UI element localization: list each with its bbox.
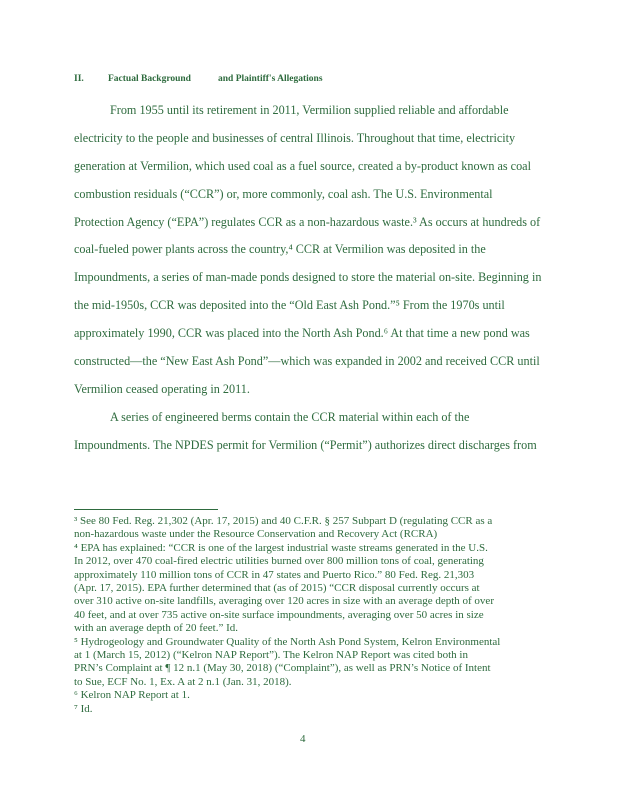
section-title-part-1: Factual Background bbox=[108, 74, 191, 84]
body-line: Impoundments, a series of man-made ponds designed to store the material on-site. Beginning in bbox=[74, 270, 542, 285]
body-line: constructed—the “New East Ash Pond”—which was expanded in 2002 and received CCR until bbox=[74, 354, 540, 369]
footnotes bbox=[74, 515, 604, 716]
section-title-part-2: and Plaintiff's Allegations bbox=[218, 74, 323, 84]
body-line: combustion residuals (“CCR”) or, more commonly, coal ash. The U.S. Environmental bbox=[74, 186, 493, 201]
body-line: From 1955 until its retirement in 2011, Vermilion supplied reliable and affordable bbox=[110, 103, 509, 117]
section-number: II. bbox=[74, 74, 84, 84]
body-line: generation at Vermilion, which used coal as a fuel source, created a by-product known as coal bbox=[74, 158, 531, 173]
footnote-line: to Sue, ECF No. 1, Ex. A at 2 n.1 (Jan. 31, 2018). bbox=[74, 675, 292, 688]
footnote-line: (Apr. 17, 2015). EPA further determined that (as of 2015) “CCR disposal currently occurs at bbox=[74, 582, 480, 595]
footnote-line: PRN’s Complaint at ¶ 12 n.1 (May 30, 2018) (“Complaint”), as well as PRN’s Notice of Intent bbox=[74, 662, 491, 675]
footnote-line: ⁵ Hydrogeology and Groundwater Quality of the North Ash Pond System, Kelron Environmental bbox=[74, 635, 501, 648]
footnote-line: with an average depth of 20 feet.” Id. bbox=[74, 622, 239, 635]
footnote-line: approximately 110 million tons of CCR in 47 states and Puerto Rico.” 80 Fed. Reg. 21,303 bbox=[74, 568, 475, 581]
body-line: electricity to the people and businesses of central Illinois. Throughout that time, electricity bbox=[74, 130, 516, 145]
footnote-line: In 2012, over 470 coal-fired electric utilities burned over 800 million tons of coal, generating bbox=[74, 555, 484, 568]
body-line: Protection Agency (“EPA”) regulates CCR as a non-hazardous waste.³ As occurs at hundreds of bbox=[74, 214, 541, 229]
body-line: A series of engineered berms contain the CCR material within each of the bbox=[110, 409, 470, 424]
footnote-line: ⁶ Kelron NAP Report at 1. bbox=[74, 689, 190, 702]
body-line: Vermilion ceased operating in 2011. bbox=[74, 381, 250, 396]
body-line: coal-fueled power plants across the country,⁴ CCR at Vermilion was deposited in the bbox=[74, 242, 486, 257]
footnote-line: non-hazardous waste under the Resource Conservation and Recovery Act (RCRA) bbox=[74, 528, 438, 541]
section-heading bbox=[74, 74, 323, 84]
page-number: 4 bbox=[300, 733, 306, 745]
footnote-line: ⁴ EPA has explained: “CCR is one of the largest industrial waste streams generated in the U.S. bbox=[74, 541, 488, 554]
footnote-divider bbox=[74, 509, 218, 510]
body-line: Impoundments. The NPDES permit for Vermilion (“Permit”) authorizes direct discharges from bbox=[74, 437, 537, 452]
footnote-line: 40 feet, and at over 735 active on-site surface impoundments, averaging over 50 acres in size bbox=[74, 608, 484, 621]
footnote-line: at 1 (March 15, 2012) (“Kelron NAP Report”). The Kelron NAP Report was cited both in bbox=[74, 649, 468, 662]
body-line: approximately 1990, CCR was placed into the North Ash Pond.⁶ At that time a new pond was bbox=[74, 326, 530, 341]
footnote-line: over 310 active on-site landfills, averaging over 120 acres in size with an average depth of over bbox=[74, 595, 494, 608]
body-text bbox=[74, 97, 554, 460]
footnote-line: ³ See 80 Fed. Reg. 21,302 (Apr. 17, 2015) and 40 C.F.R. § 257 Subpart D (regulating CCR as a bbox=[74, 515, 493, 527]
footnote-line: ⁷ Id. bbox=[74, 702, 93, 715]
body-line: the mid-1950s, CCR was deposited into the “Old East Ash Pond.”⁵ From the 1970s until bbox=[74, 298, 505, 313]
